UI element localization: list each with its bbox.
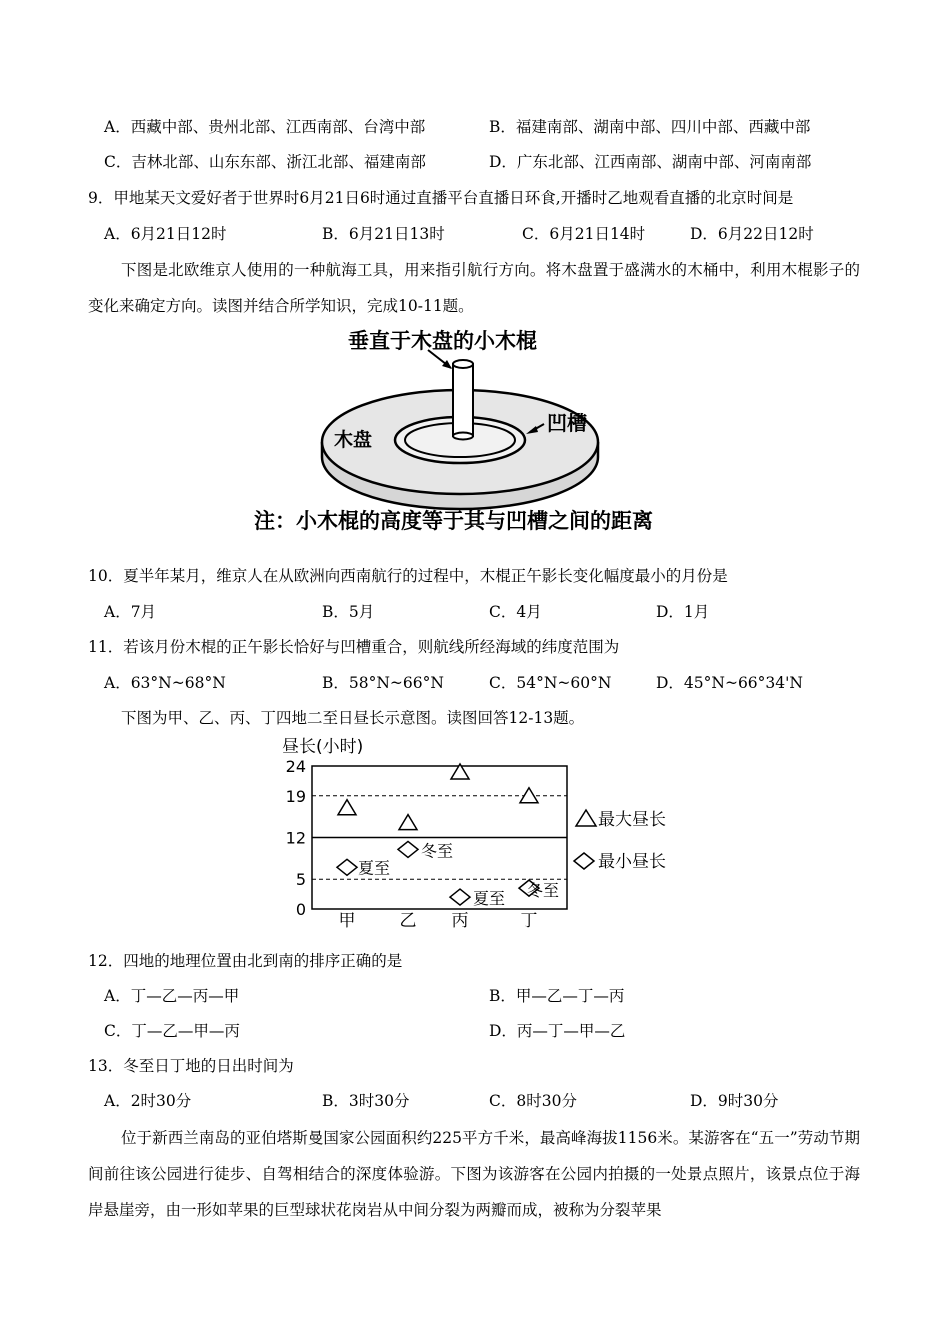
q11-option-b: B．58°N~66°N [322, 674, 444, 692]
season-annotation: 冬至 [421, 841, 454, 861]
q9-option-a: A．6月21日12时 [104, 225, 227, 243]
max-daylength-triangle [338, 800, 356, 815]
day-length-chart [270, 732, 690, 932]
q10-option-c: C．4月 [489, 603, 542, 621]
figure1-note: 注：小木棍的高度等于其与凹槽之间的距离 [254, 509, 653, 533]
q10-option-d: D．1月 [656, 603, 710, 621]
q12-option-b: B．甲—乙—丁—丙 [489, 987, 625, 1005]
q10-option-b: B．5月 [322, 603, 375, 621]
label-stick: 垂直于木盘的小木棍 [348, 329, 537, 353]
y-tick-label: 24 [285, 757, 306, 776]
q10-option-a: A．7月 [104, 603, 157, 621]
q13-stem: 13．冬至日丁地的日出时间为 [88, 1057, 294, 1075]
q12-option-c: C．丁—乙—甲—丙 [104, 1022, 240, 1040]
q9-option-b: B．6月21日13时 [322, 225, 445, 243]
stick-top [453, 360, 473, 368]
q9-option-d: D．6月22日12时 [690, 225, 814, 243]
q13-option-a: A．2时30分 [104, 1092, 192, 1110]
x-category-label: 乙 [399, 911, 417, 931]
intro-12-13: 下图为甲、乙、丙、丁四地二至日昼长示意图。读图回答12-13题。 [121, 709, 585, 727]
q8-option-d: D．广东北部、江西南部、湖南中部、河南南部 [489, 153, 812, 171]
q8-option-a: A．西藏中部、贵州北部、江西南部、台湾中部 [104, 118, 426, 136]
y-tick-label: 19 [285, 786, 306, 806]
q11-stem: 11．若该月份木棍的正午影长恰好与凹槽重合，则航线所经海域的纬度范围为 [88, 638, 620, 656]
label-groove: 凹槽 [547, 411, 587, 435]
q12-option-d: D．丙—丁—甲—乙 [489, 1022, 626, 1040]
legend-min-label: 最小昼长 [598, 852, 666, 872]
legend-triangle-icon [576, 810, 596, 826]
y-tick-label: 0 [295, 900, 306, 919]
q11-option-d: D．45°N~66°34'N [656, 674, 803, 692]
q9-stem: 9．甲地某天文爱好者于世界时6月21日6时通过直播平台直播日环食,开播时乙地观看直播的北京时间是 [88, 189, 794, 207]
q11-option-c: C．54°N~60°N [489, 674, 612, 692]
q10-stem: 10．夏半年某月，维京人在从欧洲向西南航行的过程中，木棍正午影长变化幅度最小的月份是 [88, 567, 728, 585]
x-category-label: 丁 [520, 911, 538, 931]
label-disc: 木盘 [334, 429, 373, 451]
q8-option-b: B．福建南部、湖南中部、四川中部、西藏中部 [489, 118, 811, 136]
chart-ylabel: 昼长(小时) [282, 737, 364, 757]
season-annotation: 夏至 [358, 858, 391, 878]
intro-14: 位于新西兰南岛的亚伯塔斯曼国家公园面积约225平方千米，最高峰海拔1156米。某游客在“五一”劳动节期间前往该公园进行徒步、自驾相结合的深度体验游。下图为该游客在公园内拍摄的一处景点照片，该景点位于海岸悬崖旁，由一形如苹果的巨型球状花岗岩从中间分裂为两瓣而成，被称为分裂苹果 [88, 1129, 860, 1219]
intro-10-11: 下图是北欧维京人使用的一种航海工具，用来指引航行方向。将木盘置于盛满水的木桶中，利用木棍影子的变化来确定方向。读图并结合所学知识，完成10-11题。 [88, 261, 860, 315]
max-daylength-triangle [399, 815, 417, 830]
q13-option-c: C．8时30分 [489, 1092, 577, 1110]
x-category-label: 丙 [451, 911, 469, 931]
min-daylength-diamond [337, 859, 357, 875]
min-daylength-diamond [450, 889, 470, 905]
season-annotation: 夏至 [473, 889, 506, 909]
q9-option-c: C．6月21日14时 [522, 225, 646, 243]
viking-sundial-figure [254, 322, 720, 537]
q11-option-a: A．63°N~68°N [104, 674, 226, 692]
q12-stem: 12．四地的地理位置由北到南的排序正确的是 [88, 952, 403, 970]
y-tick-label: 5 [295, 870, 306, 890]
q13-option-b: B．3时30分 [322, 1092, 410, 1110]
x-category-label: 甲 [338, 911, 356, 931]
legend-diamond-icon [574, 853, 594, 869]
legend-max-label: 最大昼长 [598, 810, 666, 830]
stick-body [453, 364, 473, 436]
q12-option-a: A．丁—乙—丙—甲 [104, 987, 240, 1005]
season-annotation: 冬至 [527, 881, 560, 901]
y-tick-label: 12 [285, 828, 306, 848]
min-daylength-diamond [398, 841, 418, 857]
stick-bottom [453, 433, 473, 440]
q13-option-d: D．9时30分 [690, 1092, 779, 1110]
q8-option-c: C．吉林北部、山东东部、浙江北部、福建南部 [104, 153, 426, 171]
